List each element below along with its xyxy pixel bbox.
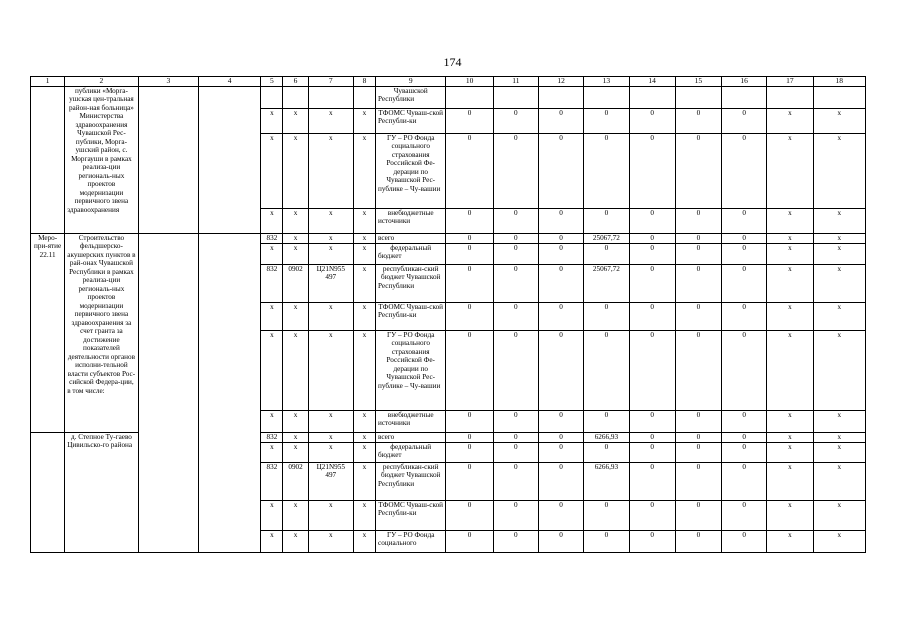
table-cell: x: [261, 331, 283, 411]
table-cell: [283, 87, 308, 109]
table-cell: x: [767, 433, 813, 443]
table-cell: 0: [629, 411, 675, 433]
table-cell: [138, 234, 198, 553]
table-cell: x: [813, 433, 865, 443]
header-cell: 17: [767, 77, 813, 87]
table-cell: 0: [538, 109, 583, 134]
table-cell: x: [353, 244, 375, 265]
table-cell: x: [353, 531, 375, 553]
table-cell: x: [353, 209, 375, 234]
table-cell: x: [308, 411, 353, 433]
table-cell: ГУ – РО Фонда социального: [376, 531, 446, 553]
table-cell: 0: [493, 331, 538, 411]
table-cell: x: [283, 234, 308, 244]
table-cell: 0: [538, 443, 583, 463]
table-cell: 0: [675, 234, 721, 244]
header-cell: 6: [283, 77, 308, 87]
table-cell: 0: [722, 531, 767, 553]
table-cell: 0: [629, 443, 675, 463]
table-cell: ТФОМС Чуваш-ской Республи-ки: [376, 303, 446, 331]
table-cell: x: [283, 303, 308, 331]
table-cell: x: [283, 501, 308, 531]
table-cell: 0: [446, 109, 493, 134]
table-cell: 0: [538, 209, 583, 234]
table-cell: x: [813, 463, 865, 501]
table-cell: 0: [675, 331, 721, 411]
table-cell: 0: [722, 265, 767, 303]
table-cell: 25067,72: [584, 265, 629, 303]
table-cell: внебюджетные источники: [376, 411, 446, 433]
table-cell: x: [261, 209, 283, 234]
table-cell: 0: [584, 303, 629, 331]
table-cell: x: [353, 134, 375, 209]
header-cell: 10: [446, 77, 493, 87]
table-cell: [138, 87, 198, 234]
table-cell: x: [813, 109, 865, 134]
table-cell: 0: [538, 433, 583, 443]
table-cell: 0: [722, 411, 767, 433]
table-cell: [261, 87, 283, 109]
table-cell: 0: [675, 463, 721, 501]
table-cell: x: [767, 443, 813, 463]
header-cell: 7: [308, 77, 353, 87]
table-cell: x: [813, 531, 865, 553]
table-cell: x: [308, 209, 353, 234]
table-cell: 0: [446, 209, 493, 234]
table-cell: 6266,93: [584, 463, 629, 501]
table-cell: x: [767, 244, 813, 265]
table-cell: 0: [446, 463, 493, 501]
table-cell: 0: [629, 303, 675, 331]
table-cell: ГУ – РО Фонда социального страхования Российской Фе-дерации по Чувашской Рес-публике – Чу-вашии: [376, 134, 446, 209]
table-cell: [538, 87, 583, 109]
table-cell: 0: [493, 411, 538, 433]
table-cell: x: [813, 244, 865, 265]
table-cell: Ц21N955 497: [308, 463, 353, 501]
table-cell: x: [283, 433, 308, 443]
table-cell: 0: [446, 443, 493, 463]
table-cell: 0: [722, 443, 767, 463]
table-cell: [199, 87, 261, 234]
table-cell: x: [813, 443, 865, 463]
table-cell: 0: [675, 531, 721, 553]
table-cell: x: [308, 109, 353, 134]
header-cell: 12: [538, 77, 583, 87]
table-cell: 0: [538, 244, 583, 265]
table-cell: x: [261, 411, 283, 433]
table-cell: x: [767, 265, 813, 303]
table-cell: 0: [629, 265, 675, 303]
table-cell: 0: [493, 265, 538, 303]
table-cell: 0902: [283, 463, 308, 501]
table-cell: 0: [722, 244, 767, 265]
table-cell: 0: [584, 443, 629, 463]
header-cell: 13: [584, 77, 629, 87]
table-cell: 0: [446, 433, 493, 443]
table-cell: x: [308, 134, 353, 209]
header-cell: 16: [722, 77, 767, 87]
header-row: [31, 77, 866, 87]
table-cell: д. Степное Ту-гаево Цивильско-го района: [65, 433, 138, 553]
table-cell: 0: [629, 209, 675, 234]
table-cell: x: [813, 209, 865, 234]
table-row: [31, 87, 866, 109]
table-cell: 0: [493, 234, 538, 244]
table-cell: 0: [675, 265, 721, 303]
table-cell: ГУ – РО Фонда социального страхования Российской Фе-дерации по Чувашской Рес-публике – Чу-вашии: [376, 331, 446, 411]
table-cell: x: [308, 331, 353, 411]
table-cell: 0: [446, 303, 493, 331]
table-cell: 0: [675, 109, 721, 134]
table-cell: 832: [261, 463, 283, 501]
table-cell: федеральный бюджет: [376, 244, 446, 265]
table-cell: x: [353, 463, 375, 501]
header-cell: 14: [629, 77, 675, 87]
table-cell: 0: [538, 265, 583, 303]
table-cell: x: [767, 463, 813, 501]
table-cell: 0: [584, 331, 629, 411]
table-cell: x: [261, 443, 283, 463]
table-cell: [675, 87, 721, 109]
table-cell: республикан-ский бюджет Чувашской Республики: [376, 463, 446, 501]
table-cell: Меро-при-ятие 22.11: [31, 234, 65, 433]
table-cell: Чувашской Республики: [376, 87, 446, 109]
table-cell: всего: [376, 234, 446, 244]
table-cell: внебюджетные источники: [376, 209, 446, 234]
table-cell: 0: [538, 531, 583, 553]
table-cell: 0: [493, 531, 538, 553]
table-cell: 0: [722, 109, 767, 134]
table-cell: 0: [722, 234, 767, 244]
header-cell: 4: [199, 77, 261, 87]
table-cell: x: [767, 331, 813, 411]
table-cell: 0: [493, 463, 538, 501]
table-cell: 0: [675, 244, 721, 265]
table-cell: x: [261, 501, 283, 531]
table-cell: x: [813, 265, 865, 303]
table-cell: x: [353, 501, 375, 531]
table-cell: x: [283, 531, 308, 553]
table-cell: x: [813, 411, 865, 433]
table-cell: 0: [493, 244, 538, 265]
table-cell: 0: [722, 331, 767, 411]
table-cell: 0: [629, 433, 675, 443]
table-cell: 0: [493, 109, 538, 134]
table-cell: 0: [722, 433, 767, 443]
table-cell: 832: [261, 433, 283, 443]
table-cell: 0: [446, 134, 493, 209]
table-cell: [446, 87, 493, 109]
table-cell: x: [767, 109, 813, 134]
header-cell: 3: [138, 77, 198, 87]
table-cell: x: [308, 531, 353, 553]
table-cell: ТФОМС Чуваш-ской Республи-ки: [376, 501, 446, 531]
table-cell: 0: [584, 501, 629, 531]
table-cell: 0: [493, 501, 538, 531]
table-cell: x: [261, 109, 283, 134]
table-cell: x: [261, 303, 283, 331]
table-cell: x: [813, 501, 865, 531]
table-cell: x: [283, 209, 308, 234]
header-cell: 5: [261, 77, 283, 87]
table-cell: федеральный бюджет: [376, 443, 446, 463]
table-cell: 832: [261, 234, 283, 244]
table-cell: x: [308, 433, 353, 443]
table-cell: 0: [629, 234, 675, 244]
table-cell: x: [813, 303, 865, 331]
table-cell: x: [353, 331, 375, 411]
table-cell: 0: [584, 209, 629, 234]
table-cell: 0: [584, 109, 629, 134]
table-cell: x: [813, 134, 865, 209]
table-cell: x: [353, 433, 375, 443]
table-cell: [493, 87, 538, 109]
table-cell: 0: [446, 501, 493, 531]
table-cell: [584, 87, 629, 109]
table-cell: 0: [538, 501, 583, 531]
table-cell: 0: [538, 331, 583, 411]
table-cell: 0: [446, 411, 493, 433]
table-cell: 0: [629, 134, 675, 209]
table-cell: x: [308, 303, 353, 331]
table-cell: x: [283, 244, 308, 265]
table-cell: 0: [629, 109, 675, 134]
table-cell: x: [767, 234, 813, 244]
table-cell: 0: [493, 209, 538, 234]
table-cell: 0: [584, 411, 629, 433]
table-cell: x: [767, 501, 813, 531]
table-cell: 0: [493, 443, 538, 463]
header-cell: 15: [675, 77, 721, 87]
table-cell: Ц21N955 497: [308, 265, 353, 303]
table-cell: [31, 87, 65, 234]
table-cell: 0: [446, 531, 493, 553]
table-cell: [199, 234, 261, 553]
table-cell: всего: [376, 433, 446, 443]
table-cell: 0: [675, 433, 721, 443]
table-cell: 0: [675, 501, 721, 531]
table-cell: публики «Морга-ушская цен-тральная район-ная больница» Министерства здравоохранения Чувашской Рес-публики, Морга-ушский район, с. Моргауши в рамках реализа-ции региональ-ных проектов модернизации первичного звена здравоохранения: [65, 87, 138, 234]
header-cell: 8: [353, 77, 375, 87]
budget-table: [30, 76, 866, 553]
table-cell: 0: [538, 463, 583, 501]
table-cell: 0: [538, 234, 583, 244]
table-cell: x: [283, 134, 308, 209]
table-cell: x: [767, 209, 813, 234]
table-cell: 0: [675, 134, 721, 209]
table-cell: 0: [675, 443, 721, 463]
table-cell: республикан-ский бюджет Чувашской Республики: [376, 265, 446, 303]
table-cell: x: [813, 234, 865, 244]
table-cell: 0: [722, 209, 767, 234]
table-cell: 0: [629, 463, 675, 501]
table-cell: 0: [584, 134, 629, 209]
table-cell: [353, 87, 375, 109]
table-cell: 0: [493, 433, 538, 443]
table-cell: 0: [538, 411, 583, 433]
table-cell: x: [308, 501, 353, 531]
table-cell: x: [308, 443, 353, 463]
table-cell: 0: [538, 303, 583, 331]
table-cell: 0: [493, 134, 538, 209]
table-cell: x: [353, 303, 375, 331]
header-cell: 2: [65, 77, 138, 87]
table-cell: 25067,72: [584, 234, 629, 244]
table-cell: x: [283, 331, 308, 411]
table-cell: 0: [629, 244, 675, 265]
table-cell: 0: [675, 411, 721, 433]
table-cell: 0: [446, 331, 493, 411]
table-cell: 0: [446, 234, 493, 244]
table-cell: [767, 87, 813, 109]
table-cell: Строительство фельдшерско-акушерских пунктов в рай-онах Чувашской Республики в рамках реализа-ции региональ-ных проектов модернизации первичного звена здравоохранения за счет гранта за достижение показателей деятельности органов исполни-тельной власти субъектов Рос-сийской Федера-ции, в том числе:: [65, 234, 138, 433]
table-cell: x: [283, 443, 308, 463]
page-number: 174: [443, 55, 462, 69]
table-cell: [629, 87, 675, 109]
table-cell: x: [261, 134, 283, 209]
table-cell: x: [261, 531, 283, 553]
table-cell: x: [353, 109, 375, 134]
table-cell: 0: [722, 463, 767, 501]
table-cell: 0: [722, 134, 767, 209]
table-cell: [722, 87, 767, 109]
table-cell: [308, 87, 353, 109]
table-cell: x: [353, 443, 375, 463]
table-cell: 0: [446, 265, 493, 303]
header-cell: 11: [493, 77, 538, 87]
table-cell: x: [767, 303, 813, 331]
table-cell: x: [308, 234, 353, 244]
table-cell: x: [813, 331, 865, 411]
table-cell: x: [283, 109, 308, 134]
table-cell: x: [353, 234, 375, 244]
table-cell: 0902: [283, 265, 308, 303]
table-cell: x: [767, 411, 813, 433]
table-cell: x: [767, 531, 813, 553]
table-cell: 0: [538, 134, 583, 209]
table-cell: 0: [629, 501, 675, 531]
table-cell: x: [353, 265, 375, 303]
table-cell: 0: [446, 244, 493, 265]
table-cell: 0: [629, 331, 675, 411]
table-cell: x: [353, 411, 375, 433]
table-cell: x: [283, 411, 308, 433]
table-cell: 0: [722, 303, 767, 331]
table-cell: 0: [722, 501, 767, 531]
table-cell: 0: [675, 209, 721, 234]
table-cell: x: [308, 244, 353, 265]
table-cell: 0: [584, 531, 629, 553]
table-cell: x: [261, 244, 283, 265]
table-cell: 6266,93: [584, 433, 629, 443]
table-cell: [813, 87, 865, 109]
header-cell: 18: [813, 77, 865, 87]
header-cell: 1: [31, 77, 65, 87]
table-cell: x: [767, 134, 813, 209]
table-cell: 0: [584, 244, 629, 265]
header-cell: 9: [376, 77, 446, 87]
table-cell: 0: [629, 531, 675, 553]
table-cell: [31, 433, 65, 553]
table-cell: 832: [261, 265, 283, 303]
table-cell: 0: [493, 303, 538, 331]
table-row: [31, 234, 866, 244]
table-cell: ТФОМС Чуваш-ской Республи-ки: [376, 109, 446, 134]
table-cell: 0: [675, 303, 721, 331]
